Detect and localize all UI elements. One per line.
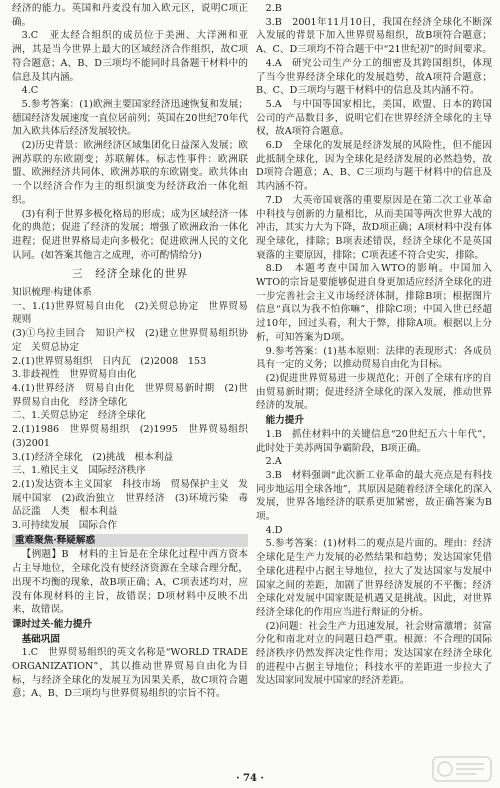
subsection-heading: 课时过关·能力提升 <box>12 618 93 630</box>
text-paragraph: 2.A <box>265 456 282 468</box>
section-title: 三 经济全球化的世界 <box>72 268 188 281</box>
text-paragraph: 2.B <box>265 3 282 14</box>
watermark-logo-icon <box>432 756 492 782</box>
text-paragraph: 三、1.殖民主义 国际经济秩序 <box>12 465 146 477</box>
text-paragraph: 8.D 本题考查中国加入WTO的影响。中国加入WTO的宗旨是要能够促进自身更加适应经济全球化的进一步完善社会主义市场经济体制，排除B项；根据图片信息“真以为我不怕你嘛”，排除C项；中国入世已经超过10年，回过头看，利大于弊，排除A项。根据以上分析，可知答案为D项。 <box>256 263 492 343</box>
text-paragraph: 5.参考答案：(1)材料二的观点是片面的。理由：经济全球化是生产力发展的必然结果和趋势；发达国家凭借全球化进程中占据主导地位，拉大了发达国家与发展中国家之间的差距，加剧了世界经济发展的不平衡；经济全球化对发展中国家既是机遇又是挑战。因此，对世界经济全球化的作用应当进行辩证的分析。 <box>256 538 492 618</box>
text-paragraph: 3.(1)经济全球化 (2)挑战 根本利益 <box>12 451 174 463</box>
text-paragraph: (2)历史背景：欧洲经济区域集团化日益深入发展；欧洲苏联的东欧剧变；苏联解体。标志性事件：欧洲联盟、欧洲经济共同体、欧洲苏联的东欧剧变。欧共体由一个以经济合作为主的组织演变为经济政治一体化组织。 <box>12 140 248 206</box>
text-paragraph: 一、1.(1)世界贸易自由化 (2)关贸总协定 世界贸易规则 <box>12 300 248 326</box>
text-paragraph: 1.C 世界贸易组织的英文名称是“WORLD TRADE ORGANIZATION”，其以推动世界贸易自由化为目标，与经济全球化的发展互为因果关系，故C项符合题意；A、B、D三项均与世界贸易组织的宗旨不符。 <box>12 647 248 700</box>
text-paragraph: (2)问题：社会生产力迅速发展，社会财富激增；贫富分化和南北对立的问题日趋严重。根源：不合理的国际经济秩序仍然发挥决定性作用；发达国家在经济全球化的进程中占据主导地位；科技水平的差距进一步拉大了发达国家同发展中国家的经济差距。 <box>256 620 492 687</box>
text-paragraph: (3)①乌拉圭回合 知识产权 (2)建立世界贸易组织协定 关贸总协定 <box>12 328 248 353</box>
text-paragraph: 4.D <box>265 524 283 536</box>
page-number: · 74 · <box>236 773 264 784</box>
text-paragraph: 4.C <box>21 85 39 97</box>
text-paragraph: 7.D 大英帝国衰落的重要原因是在第二次工业革命中科技与创新的力量相比，从而美国等两次世界大战的冲击，其实力大为下降，故D项正确；A项材料中没有体现全球化，排除；B项表述错误，经济全球化不是英国衰落的主要原因，排除；C项表述不符合史实，排除。 <box>256 194 492 261</box>
text-paragraph: 3.B 材料强调“此次新工业革命的最大亮点是有科技同步地运用全球各地”，其原因是随着经济全球化的深入发展，世界各地经济的联系更加紧密，故正确答案为B项。 <box>256 469 492 523</box>
subsection-heading: 能力提升 <box>256 415 304 427</box>
text-paragraph: 二、1.关贸总协定 经济全球化 <box>12 410 146 422</box>
subsection-heading: 基础巩固 <box>12 633 60 645</box>
text-paragraph: 5.A 与中国等国家相比，美国、欧盟、日本的跨国公司的产品数目多，说明它们在世界经济全球化的主导权，故A项符合题意。 <box>256 98 492 138</box>
text-paragraph: 4.(1)世界经济 贸易自由化 世界贸易新时期 (2)世界贸易自由化 经济全球化 <box>12 382 248 408</box>
text-paragraph: 3.可持续发展 国际合作 <box>12 520 118 532</box>
text-paragraph: 2.(1)1986 世界贸易组织 (2)1995 世界贸易组织 (3)2001 <box>12 424 258 449</box>
text-paragraph: 3.B 2001年11月10日，我国在经济全球化不断深入发展的背景下加入世界贸易组织，故B项符合题意；A、C、D三项均不符合题干中“21世纪初”的时间要求。 <box>256 16 492 56</box>
text-paragraph: 1.B 抓住材料中的关键信息“20世纪五六十年代”，此时处于美苏两国争霸阶段，B项正确。 <box>256 428 492 454</box>
text-paragraph: 6.D 全球化的发展是经济发展的风险性，但不能因此抵制全球化，因为全球化是经济发展的必然趋势，故D项符合题意；A、B、C三项均与题干材料中的信息及其内涵不符。 <box>256 140 492 193</box>
subsection-heading: 重难聚焦·释疑解惑 <box>12 534 248 548</box>
text-paragraph: 经济的能力。英国和丹麦没有加入欧元区，说明C项正确。 <box>12 3 248 28</box>
text-paragraph: (2)促进世界贸易进一步规范化；开创了全球有序的自由贸易新时期；促进经济全球化的深入发展，推动世界经济的发展。 <box>256 372 492 412</box>
text-paragraph: 2.(1)发达资本主义国家 科技市场 贸易保护主义 发展中国家 (2)政治独立 世界经济 (3)环境污染 毒品泛滥 人类 根本利益 <box>12 478 248 518</box>
text-paragraph: 知识梳理·构建体系 <box>12 287 92 299</box>
right-column <box>256 2 492 688</box>
text-paragraph: 3.C 亚太经合组织的成员位于美洲、大洋洲和亚洲，其是当今世界上最大的区域经济合作组织，故C项符合题意；A、B、D三项均不能同时具备题干材料中的信息及其内涵。 <box>12 30 248 83</box>
text-paragraph: 3.非歧视性 世界贸易自由化 <box>12 369 137 381</box>
left-column <box>12 2 258 701</box>
text-paragraph: (3)有利于世界多极化格局的形成；成为区域经济一体化的典范；促进了经济的发展；增强了欧洲政治一体化进程；促进世界格局走向多极化；促进欧洲人民的文化认同。(如答案其他言之成理，亦可酌情给分) <box>12 208 248 261</box>
text-paragraph: 【例题】B 材料的主旨是在全球化过程中西方资本占主导地位，全球化没有使经济资源在全球合理分配，出现不均衡的现象，故B项正确；A、C项表述均对，应没有体现材料的主旨，故错误；D项材料中反映不出来，故错误。 <box>12 549 248 616</box>
text-paragraph: 2.(1)世界贸易组织 日内瓦 (2)2008 153 <box>12 355 207 367</box>
text-paragraph: 5.参考答案：(1)欧洲主要国家经济迅速恢复和发展；德国经济发展速度一直位居前列；英国在20世纪70年代加入欧共体后经济发展较快。 <box>12 98 248 138</box>
text-paragraph: 4.A 研究公司生产分工的细密及其跨国组织，体现了当今世界经济全球化的发展趋势，故A项符合题意；B、C、D三项均与题干材料中的信息及其内涵不符。 <box>256 57 492 97</box>
text-paragraph: 9.参考答案：(1)基本原则：法律的表现形式：各成员具有一定的义务；以推动贸易自由化为目标。 <box>256 345 492 371</box>
